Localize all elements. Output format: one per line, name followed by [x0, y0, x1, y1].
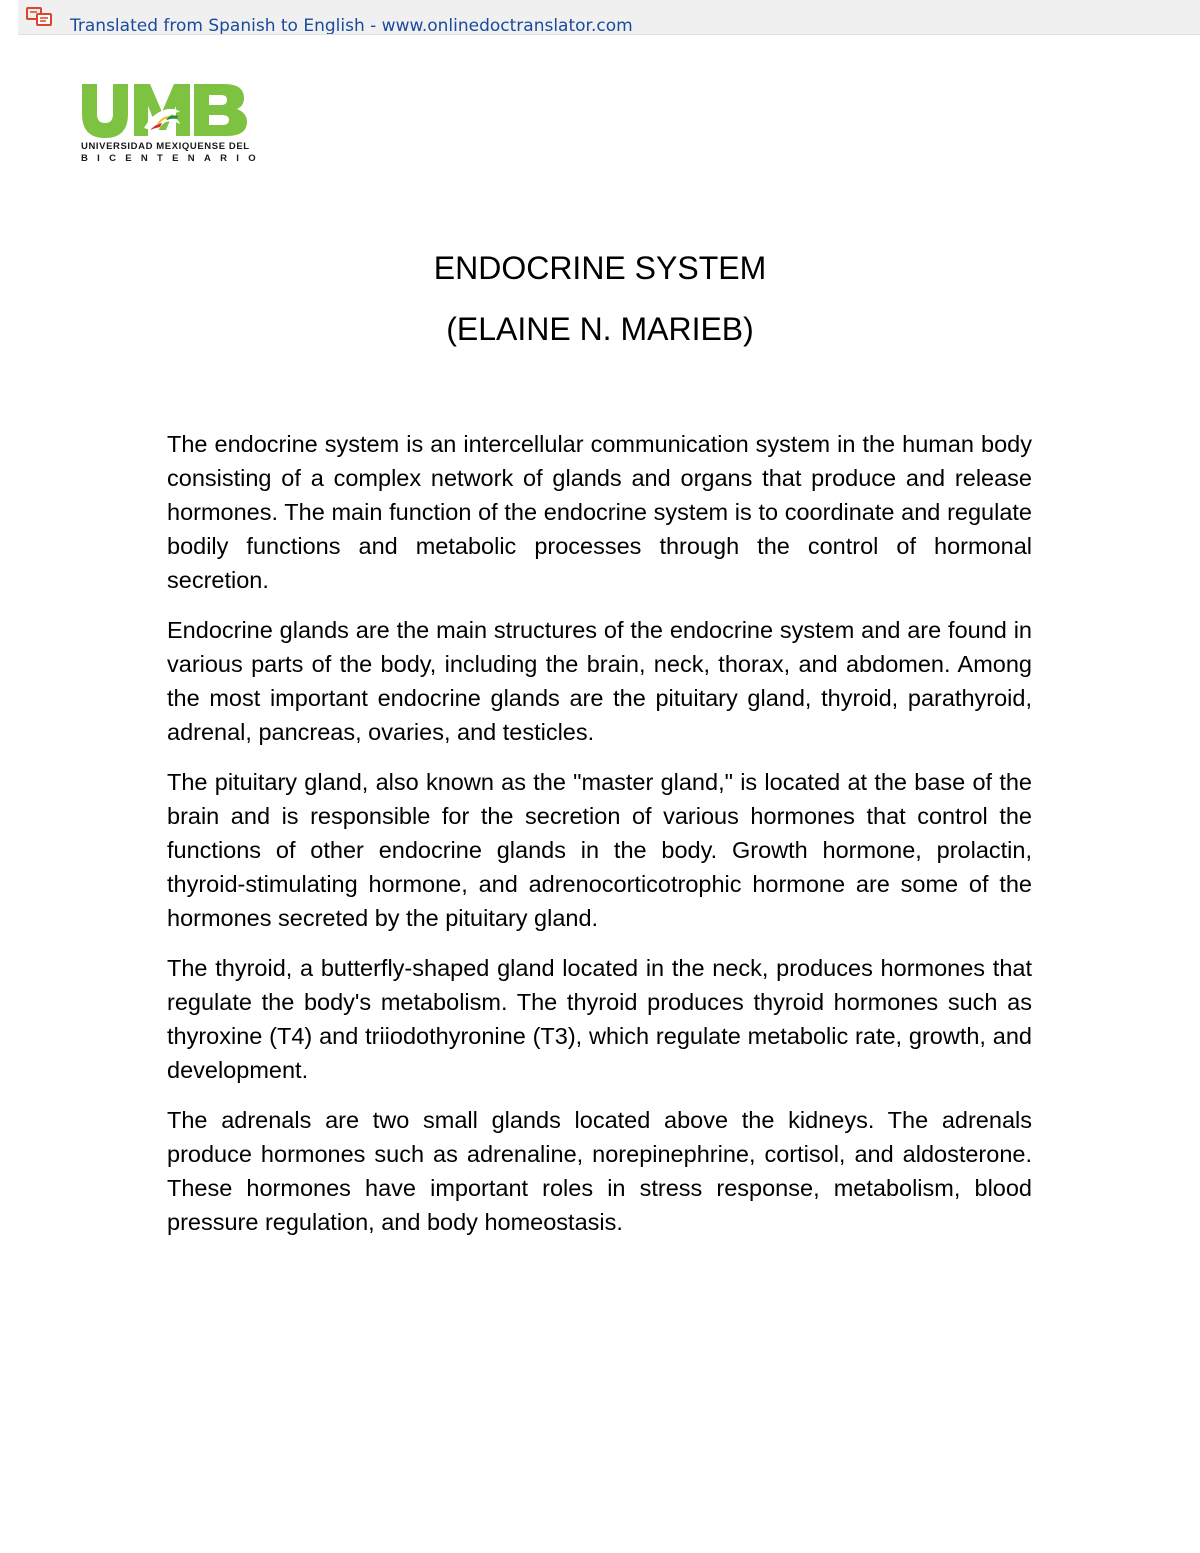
paragraph-4: The thyroid, a butterfly-shaped gland located in the neck, produces hormones that regulate the body's metabolism. The thyroid produces thyroid hormones such as thyroxine (T4) and triiodothyronine (T3), which regulate metabolic rate, growth, and development.: [167, 955, 1032, 1083]
paragraph-3: The pituitary gland, also known as the "master gland," is located at the base of the brain and is responsible for the secretion of various hormones that control the functions of other endocrine glands in the body. Growth hormone, prolactin, thyroid-stimulating hormone, and adrenocorticotrophic hormone are some of the hormones secreted by the pituitary gland.: [167, 769, 1032, 931]
document-title: ENDOCRINE SYSTEM: [433, 250, 767, 286]
translation-banner: [18, 0, 1200, 35]
paragraph-1: The endocrine system is an intercellular communication system in the human body consisting of a complex network of glands and organs that produce and release hormones. The main function of the endocrine system is to coordinate and regulate bodily functions and metabolic processes through the control of hormonal secretion.: [167, 431, 1032, 593]
umb-logo-mark: [78, 78, 248, 140]
logo-university-name: UNIVERSIDAD MEXIQUENSE DEL: [81, 141, 250, 152]
logo-bicentenario: BICENTENARIO: [81, 153, 265, 164]
translate-icon: [26, 6, 54, 28]
paragraph-2: Endocrine glands are the main structures of the endocrine system and are found in various parts of the body, including the brain, neck, thorax, and abdomen. Among the most important endocrine glands are the pituitary gland, thyroid, parathyroid, adrenal, pancreas, ovaries, and testicles.: [167, 617, 1032, 745]
paragraph-5: The adrenals are two small glands located above the kidneys. The adrenals produce hormones such as adrenaline, norepinephrine, cortisol, and aldosterone. These hormones have important roles in stress response, metabolism, blood pressure regulation, and body homeostasis.: [167, 1107, 1032, 1235]
translation-banner-text[interactable]: Translated from Spanish to English - www.onlinedoctranslator.com: [70, 16, 633, 35]
university-logo: [78, 78, 265, 168]
document-body: [167, 427, 1032, 1255]
document-author: (ELAINE N. MARIEB): [446, 311, 754, 347]
